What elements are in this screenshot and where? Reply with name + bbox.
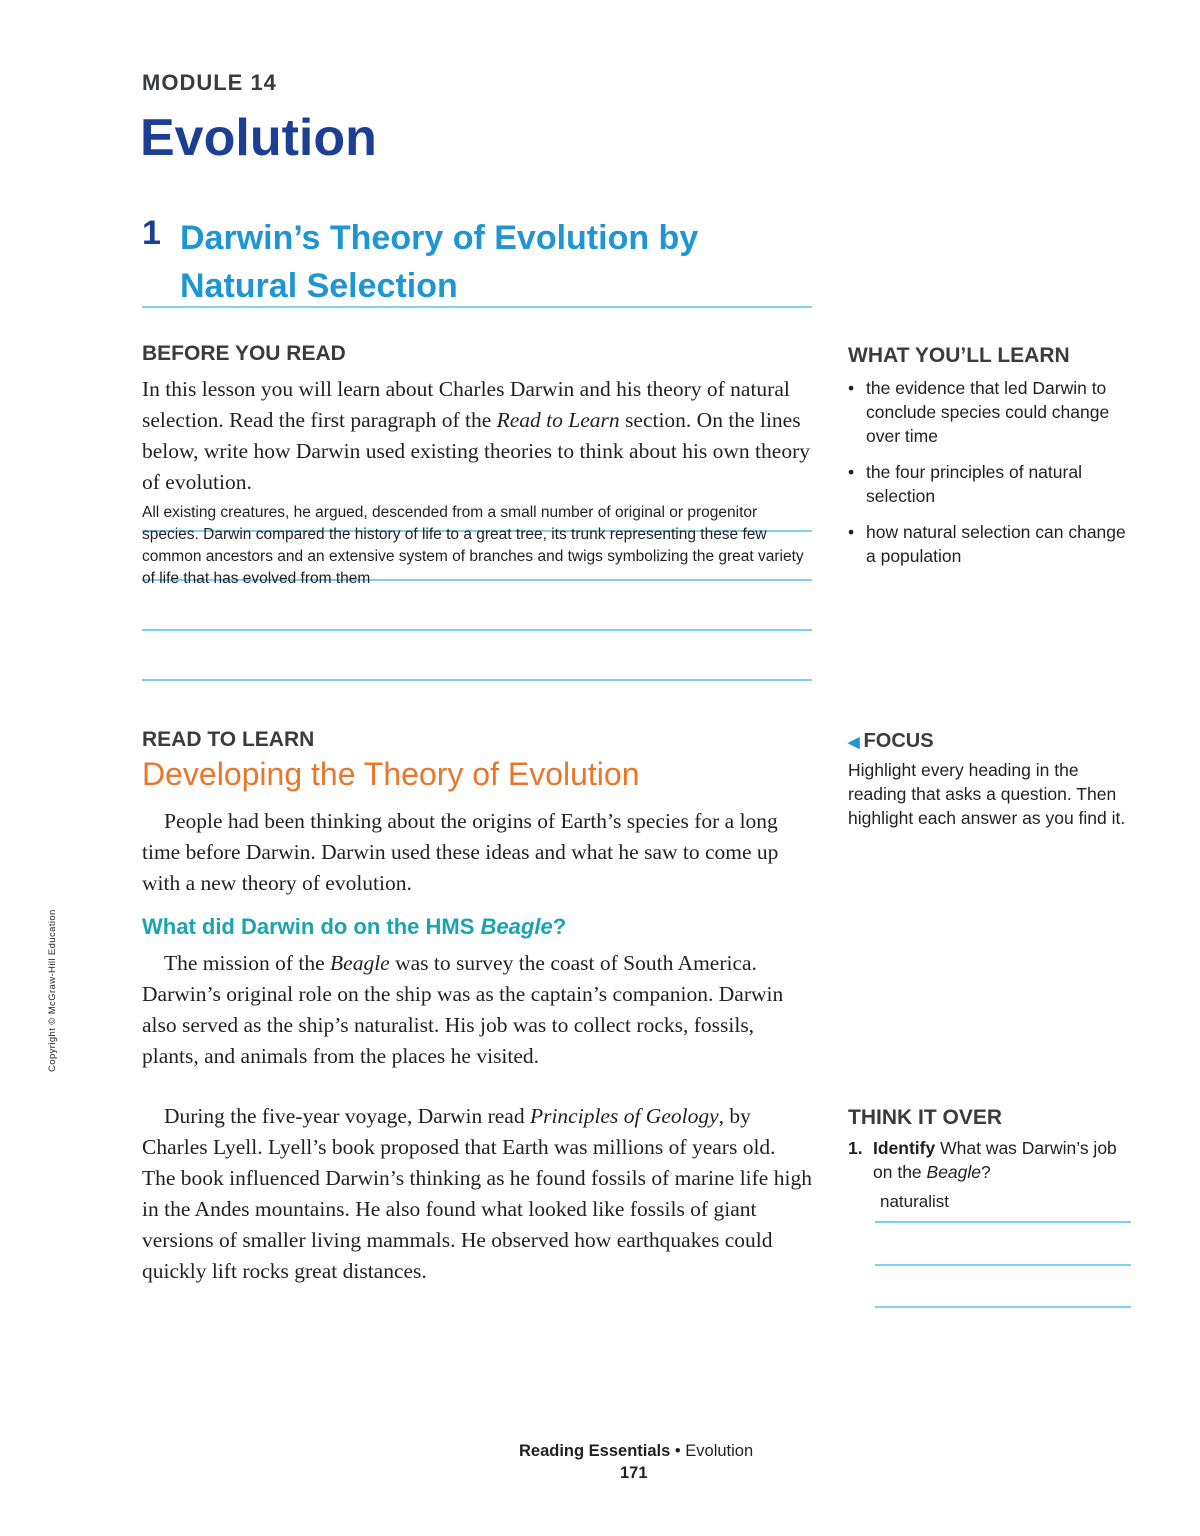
before-you-read-label: BEFORE YOU READ [142, 342, 346, 365]
answer-line-3 [142, 629, 812, 631]
bullet-icon: • [848, 522, 855, 542]
lesson-title: Darwin’s Theory of Evolution by Natural Selection [180, 219, 699, 305]
read-to-learn-title: Developing the Theory of Evolution [142, 756, 640, 792]
list-item: • the four principles of natural selection [848, 462, 1082, 506]
paragraph-mission: The mission of the Beagle was to survey the coast of South America. Darwin’s original role on the ship was as the captain’s companion. Darwin also served as the ship’s naturalist. His job was to collect rocks, fossils, plants, and animals from the places he visited. [142, 951, 784, 1068]
think-it-over-label: THINK IT OVER [848, 1106, 1003, 1129]
arrow-left-icon: ◀ [848, 734, 860, 751]
module-label: MODULE 14 [142, 70, 277, 95]
think-answer-line-1 [875, 1221, 1131, 1223]
lesson-title-rule [142, 306, 812, 308]
think-answer-line-2 [875, 1264, 1131, 1266]
list-item: • the evidence that led Darwin to conclude species could change over time [848, 378, 1110, 446]
focus-label: ◀ FOCUS [848, 730, 934, 752]
module-title: Evolution [140, 109, 377, 167]
what-youll-learn-list [848, 376, 1138, 580]
page-number: 171 [620, 1464, 648, 1482]
answer-line-4 [142, 679, 812, 681]
student-answer[interactable]: All existing creatures, he argued, descended from a small number of original or progenitor species. Darwin compared the history of life to a great tree, its trunk representing these few common ancestors and an extensive system of branches and twigs symbolizing the great variety of life that has evolved from them [142, 504, 804, 587]
read-to-learn-label: READ TO LEARN [142, 728, 315, 751]
what-youll-learn-label: WHAT YOU’LL LEARN [848, 344, 1070, 367]
paragraph-voyage: During the five-year voyage, Darwin read Principles of Geology, by Charles Lyell. Lyell’s book proposed that Earth was millions of years old. The book influenced Darwin’s thinking as he found fossils of marine life high in the Andes mountains. He also found what looked like fossils of giant versions of smaller living mammals. He observed how earthquakes could quickly lift rocks great distances. [142, 1104, 812, 1283]
footer-series: Reading Essentials • Evolution [519, 1442, 754, 1460]
focus-text: Highlight every heading in the reading that asks a question. Then highlight each answer as you find it. [848, 760, 1126, 828]
bullet-icon: • [848, 462, 855, 482]
bullet-icon: • [848, 378, 855, 398]
copyright-notice: Copyright © McGraw-Hill Education [47, 909, 58, 1072]
before-you-read-text: In this lesson you will learn about Charles Darwin and his theory of natural selection. Read the first paragraph of the Read to Learn section. On the lines below, write how Darwin used existing theories to think about his own theory of evolution. [142, 377, 810, 494]
think-it-over-answer[interactable]: naturalist [880, 1192, 949, 1211]
think-answer-line-3 [875, 1306, 1131, 1308]
question-verb: Identify [873, 1138, 936, 1158]
question-number: 1. [848, 1138, 863, 1158]
list-item: • how natural selection can change a population [848, 522, 1126, 566]
question-heading: What did Darwin do on the HMS Beagle? [142, 914, 567, 939]
paragraph-intro: People had been thinking about the origins of Earth’s species for a long time before Darwin. Darwin used these ideas and what he saw to come up with a new theory of evolution. [142, 809, 779, 895]
think-it-over-question: 1. Identify What was Darwin’s job on the Beagle? [848, 1138, 1117, 1182]
lesson-number: 1 [142, 214, 161, 252]
